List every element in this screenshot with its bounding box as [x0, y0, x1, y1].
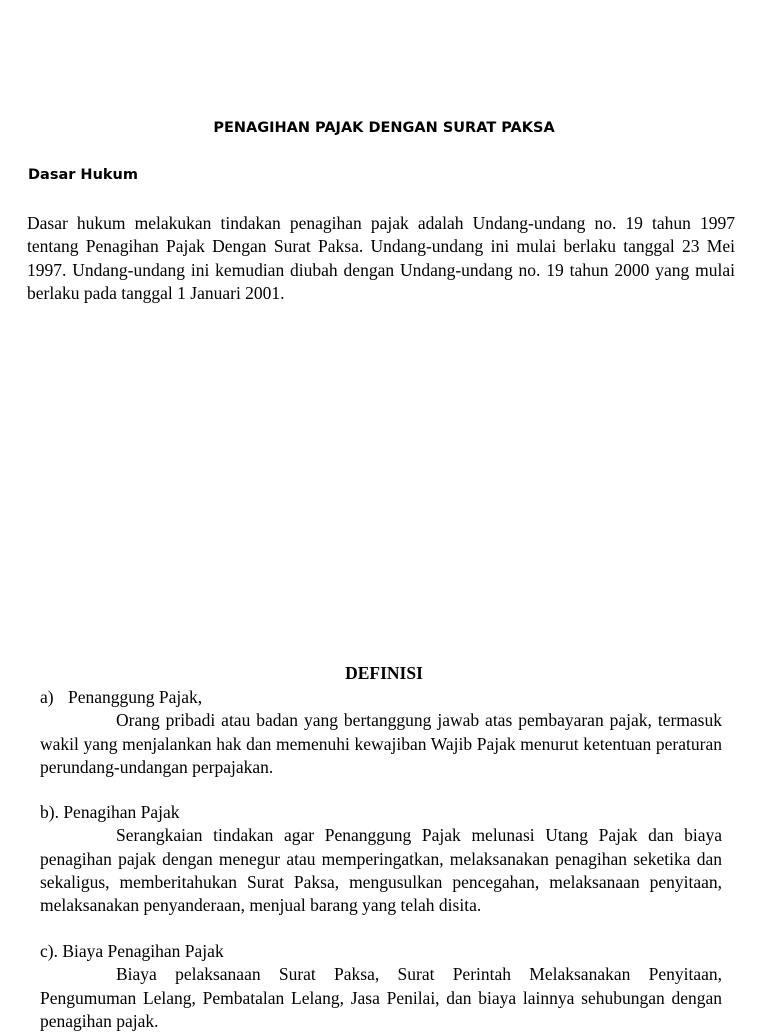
definition-item-penanggung-pajak	[40, 686, 722, 779]
section-heading-dasar-hukum: Dasar Hukum	[28, 167, 138, 183]
document-title: PENAGIHAN PAJAK DENGAN SURAT PAKSA	[213, 120, 555, 136]
definition-body: Orang pribadi atau badan yang bertanggung jawab atas pembayaran pajak, termasuk wakil yang menjalankan hak dan memenuhi kewajiban Wajib Pajak menurut ketentuan peraturan perundang-undangan perpajakan.	[40, 710, 722, 777]
definition-title-text: Penanggung Pajak,	[68, 687, 203, 707]
paragraph-dasar-hukum: Dasar hukum melakukan tindakan penagihan pajak adalah Undang-undang no. 19 tahun 1997 tentang Penagihan Pajak Dengan Surat Paksa. Undang-undang ini mulai berlaku tanggal 23 Mei 1997. Undang-undang ini kemudian diubah dengan Undang-undang no. 19 tahun 2000 yang mulai berlaku pada tanggal 1 Januari 2001.	[27, 213, 735, 303]
definition-item-penagihan-pajak	[40, 801, 722, 917]
definition-title	[40, 686, 722, 709]
definition-item-biaya-penagihan-pajak	[40, 940, 722, 1033]
definition-body: Biaya pelaksanaan Surat Paksa, Surat Perintah Melaksanakan Penyitaan, Pengumuman Lelang, Pembatalan Lelang, Jasa Penilai, dan biaya lainnya sehubungan dengan penagihan pajak.	[40, 964, 722, 1031]
definition-title: b). Penagihan Pajak	[40, 802, 180, 822]
definition-title: c). Biaya Penagihan Pajak	[40, 941, 224, 961]
definition-marker: a)	[40, 687, 54, 707]
definition-body: Serangkaian tindakan agar Penanggung Pajak melunasi Utang Pajak dan biaya penagihan pajak dengan menegur atau memperingatkan, melaksanakan penagihan seketika dan sekaligus, memberitahukan Surat Paksa, mengusulkan pencegahan, melaksanaan penyitaan, melaksanakan penyanderaan, menjual barang yang telah disita.	[40, 825, 722, 916]
definisi-heading: DEFINISI	[345, 663, 423, 683]
